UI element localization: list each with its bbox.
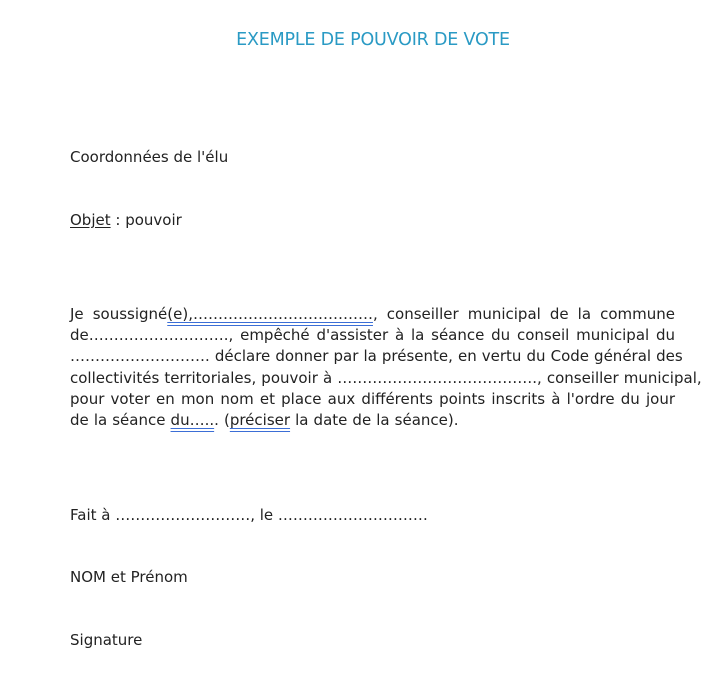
body-line-6-end: la date de la séance). bbox=[290, 411, 459, 430]
objet-line bbox=[70, 210, 182, 230]
body-line-1-end: , conseiller municipal de la commune bbox=[372, 305, 675, 323]
body-line-5: pour voter en mon nom et place aux différents points inscrits à l'ordre du jour bbox=[70, 389, 675, 408]
body-line-6-start: de la séance bbox=[70, 411, 171, 430]
document-title: EXEMPLE DE POUVOIR DE VOTE bbox=[236, 30, 510, 50]
nom-prenom-line: NOM et Prénom bbox=[70, 568, 188, 586]
signature-line: Signature bbox=[70, 631, 143, 649]
body-line-6-mid: . ( bbox=[214, 411, 230, 430]
objet-label: Objet bbox=[70, 211, 111, 229]
objet-value: : pouvoir bbox=[110, 211, 182, 229]
coordonnees-line: Coordonnées de l'élu bbox=[70, 148, 229, 166]
fait-line: Fait à ………………………, le ………………………… bbox=[70, 506, 428, 524]
body-line-1 bbox=[70, 304, 675, 325]
body-line-6 bbox=[70, 410, 675, 431]
body-line-3: ………………………. déclare donner par la présente, en vertu du Code général des bbox=[70, 347, 683, 366]
soussigne-blank: (e),……………………………… bbox=[167, 305, 373, 323]
date-blank: du….. bbox=[170, 411, 215, 430]
body-line-4: collectivités territoriales, pouvoir à …………………………………., conseiller municipal, bbox=[70, 368, 702, 387]
body-paragraph bbox=[70, 304, 702, 431]
body-line-1-start: Je soussigné bbox=[70, 305, 168, 323]
preciser-word: préciser bbox=[229, 411, 291, 430]
body-line-2: de………………………., empêché d'assister à la séance du conseil municipal du bbox=[70, 326, 675, 345]
